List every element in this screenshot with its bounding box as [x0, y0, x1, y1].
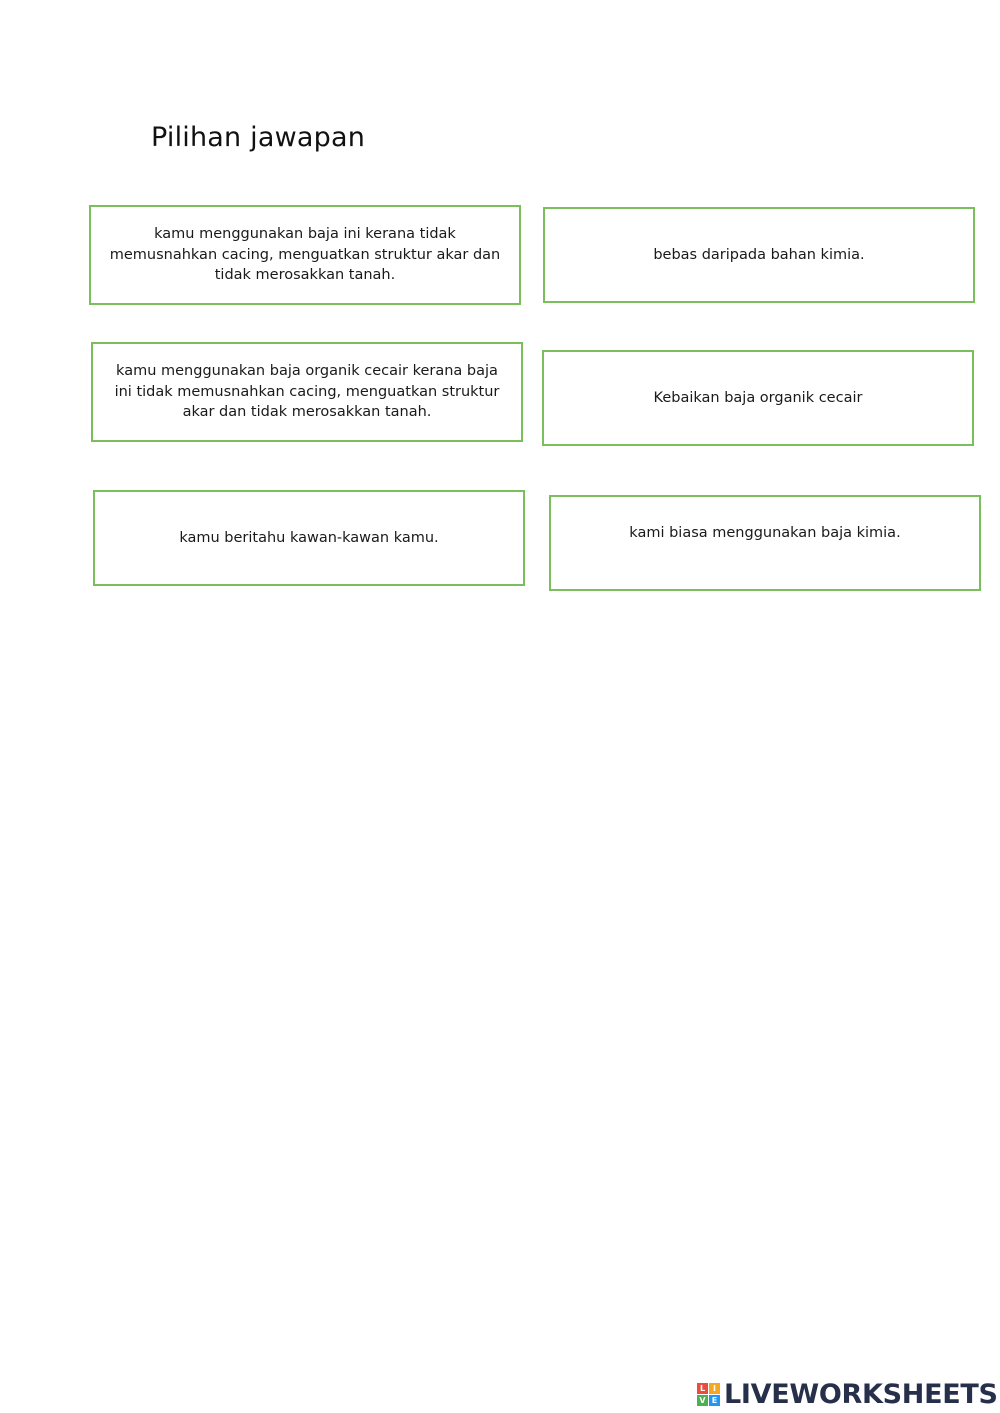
logo-block-l: L — [697, 1383, 708, 1394]
answer-card-2-text: bebas daripada bahan kimia. — [653, 246, 865, 263]
answer-card-3-text: kamu menggunakan baja organik cecair kerana baja ini tidak memusnahkan cacing, menguatkan struktur akar dan tidak merosakkan tanah. — [114, 363, 500, 421]
answer-card-1[interactable] — [89, 205, 521, 305]
answer-card-5[interactable] — [93, 490, 525, 586]
page-title: Pilihan jawapan — [151, 122, 366, 153]
answer-card-5-text: kamu beritahu kawan-kawan kamu. — [179, 529, 439, 546]
logo-block-e: E — [709, 1395, 720, 1406]
logo-block-i: I — [709, 1383, 720, 1394]
answer-card-6[interactable] — [549, 495, 981, 591]
answer-card-1-text: kamu menggunakan baja ini kerana tidak memusnahkan cacing, menguatkan struktur akar dan tidak merosakkan tanah. — [109, 226, 501, 284]
answer-card-4[interactable] — [542, 350, 974, 446]
logo-block-v: V — [697, 1395, 708, 1406]
answer-card-2[interactable] — [543, 207, 975, 303]
liveworksheets-logo — [697, 1379, 998, 1410]
answer-card-3[interactable] — [91, 342, 523, 442]
answer-card-4-text: Kebaikan baja organik cecair — [653, 389, 863, 406]
logo-blocks-icon — [697, 1383, 720, 1406]
logo-text: LIVEWORKSHEETS — [724, 1379, 998, 1410]
answer-card-6-text: kami biasa menggunakan baja kimia. — [629, 525, 901, 541]
